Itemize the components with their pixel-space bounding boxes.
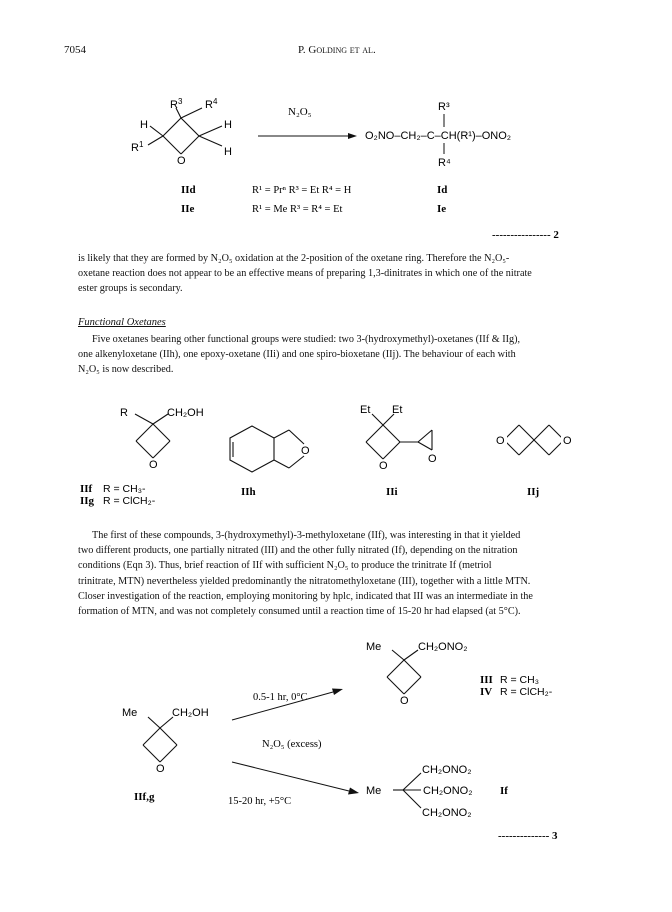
label-iii: IIi <box>386 486 398 498</box>
condition-iii: R = CH₃ <box>500 674 539 686</box>
text-line: formation of MTN, and was not completely consumed until a reaction time of 15-20 hr had elapsed (at 5°C). <box>78 606 521 618</box>
condition-iig: R = ClCH₂- <box>103 495 156 507</box>
spiro-bioxetane-iij-structure <box>504 425 564 455</box>
epoxide-oxygen-label: O <box>428 453 437 465</box>
r3-label: $R^3$ <box>170 97 183 111</box>
epoxy-oxetane-iii-structure <box>366 414 432 459</box>
label-iifg: IIf,g <box>134 791 155 803</box>
product-ie: Ie <box>437 203 447 215</box>
condition-iid: R¹ = Prⁿ R³ = Et R⁴ = H <box>252 185 352 196</box>
condition-iif: R = CH₃- <box>103 483 146 495</box>
spiro-iih-structure <box>230 426 304 472</box>
me-label: Me <box>122 707 138 719</box>
h-label: H <box>224 146 232 158</box>
condition-iie: R¹ = Me R³ = R⁴ = Et <box>252 204 343 215</box>
ring-oxygen-label: O <box>149 459 158 471</box>
reagent-n2o5-excess: N₂O₅ (excess) <box>262 739 322 750</box>
product-r4: R⁴ <box>438 157 451 169</box>
paragraph-3 <box>78 528 610 619</box>
ch2ono2-label: CH₂ONO₂ <box>422 764 472 776</box>
equation-marker-2: ---------------- 2 <box>492 229 559 241</box>
product-id: Id <box>437 184 448 196</box>
ring-oxygen-label: O <box>301 445 310 457</box>
text-line: Five oxetanes bearing other functional groups were studied: two 3-(hydroxymethyl)-oxetanes (IIf & IIg), <box>92 334 521 345</box>
label-iid: IId <box>181 184 196 196</box>
text-line: ester groups is secondary. <box>78 283 183 295</box>
equation-marker-3: -------------- 3 <box>498 830 558 842</box>
r1-label: $R^1$ <box>131 140 144 154</box>
label-if-compound: If <box>500 785 508 797</box>
arrow-head <box>332 689 343 696</box>
product-r3: R³ <box>438 101 450 113</box>
r-label: R <box>120 407 128 419</box>
reagent-n2o5: N₂O₅ <box>288 106 312 118</box>
me-label: Me <box>366 641 382 653</box>
text-line: N₂O₅ is now described. <box>78 364 174 376</box>
text-line: The first of these compounds, 3-(hydroxymethyl)-3-methyloxetane (IIf), was interesting in that it yielded <box>92 530 521 541</box>
section-heading: Functional Oxetanes <box>78 317 166 328</box>
paragraph-1 <box>78 251 610 297</box>
product-formula: O₂NO–CH₂–C–CH(R¹)–ONO₂ <box>365 130 512 142</box>
page-number: 7054 <box>64 44 86 56</box>
ring-oxygen-label: O <box>156 763 165 775</box>
text-line: is likely that they are formed by N₂O₅ oxidation at the 2-position of the oxetane ring. Therefore the N₂O₅- <box>78 253 510 264</box>
condition-bottom: 15-20 hr, +5°C <box>228 796 292 807</box>
paragraph-2 <box>78 332 610 378</box>
r4-label: $R^4$ <box>205 97 218 111</box>
ring-oxygen-label: O <box>563 435 572 447</box>
label-iv-compound: IV <box>480 686 493 698</box>
text-line: two different products, one partially nitrated (III) and the other fully nitrated (If), depending on the nitration <box>78 545 518 557</box>
label-iig: IIg <box>80 495 95 507</box>
label-iih: IIh <box>241 486 256 498</box>
structures-row <box>0 400 672 520</box>
et-label: Et <box>392 404 403 416</box>
h-label: H <box>140 119 148 131</box>
oxetane-iif-structure <box>135 414 170 458</box>
me-label: Me <box>366 785 382 797</box>
condition-top: 0.5-1 hr, 0°C <box>253 692 308 703</box>
label-iif: IIf <box>80 483 93 495</box>
ring-oxygen-label: O <box>379 460 388 472</box>
ch2ono2-label: CH₂ONO₂ <box>422 807 472 819</box>
ch2oh-label: CH₂OH <box>172 707 209 719</box>
text-line: conditions (Eqn 3). Thus, brief reaction of IIf with sufficient N₂O₅ to produce the trinitrate If (metriol <box>78 560 492 572</box>
text-line: trinitrate, MTN) nevertheless yielded predominantly the nitratomethyloxetane (III), together with a little MTN. <box>78 575 531 587</box>
text-line: one alkenyloxetane (IIh), one epoxy-oxetane (IIi) and one spiro-bioxetane (IIj). The behaviour of each with <box>78 349 516 361</box>
et-label: Et <box>360 404 371 416</box>
ch2ono2-label: CH₂ONO₂ <box>423 785 473 797</box>
label-iie: IIe <box>181 203 195 215</box>
h-label: H <box>224 119 232 131</box>
label-iij: IIj <box>527 486 540 498</box>
text-line: oxetane reaction does not appear to be an effective means of preparing 1,3-dinitrates in which one of the nitrate <box>78 268 532 280</box>
trinitrate-if-structure <box>393 773 421 808</box>
scheme-2 <box>0 88 672 248</box>
running-head: P. Golding et al. <box>298 44 376 56</box>
oxetane-iifg-structure <box>143 717 177 762</box>
oxetane-iii-product-structure <box>387 650 421 694</box>
condition-iv: R = ClCH₂- <box>500 686 553 698</box>
arrow-head <box>348 788 359 795</box>
ch2ono2-label: CH₂ONO₂ <box>418 641 468 653</box>
ring-oxygen-label: O <box>177 155 186 167</box>
ch2oh-label: CH₂OH <box>167 407 204 419</box>
label-iii-compound: III <box>480 674 493 686</box>
ring-oxygen-label: O <box>400 695 409 707</box>
ring-oxygen-label: O <box>496 435 505 447</box>
reaction-arrow-bottom <box>232 762 349 791</box>
scheme-3 <box>0 628 672 848</box>
oxetane-iid-structure <box>148 108 222 154</box>
arrow-head <box>348 133 357 139</box>
text-line: Closer investigation of the reaction, employing monitoring by hplc, indicated that III was an intermediate in the <box>78 590 533 602</box>
